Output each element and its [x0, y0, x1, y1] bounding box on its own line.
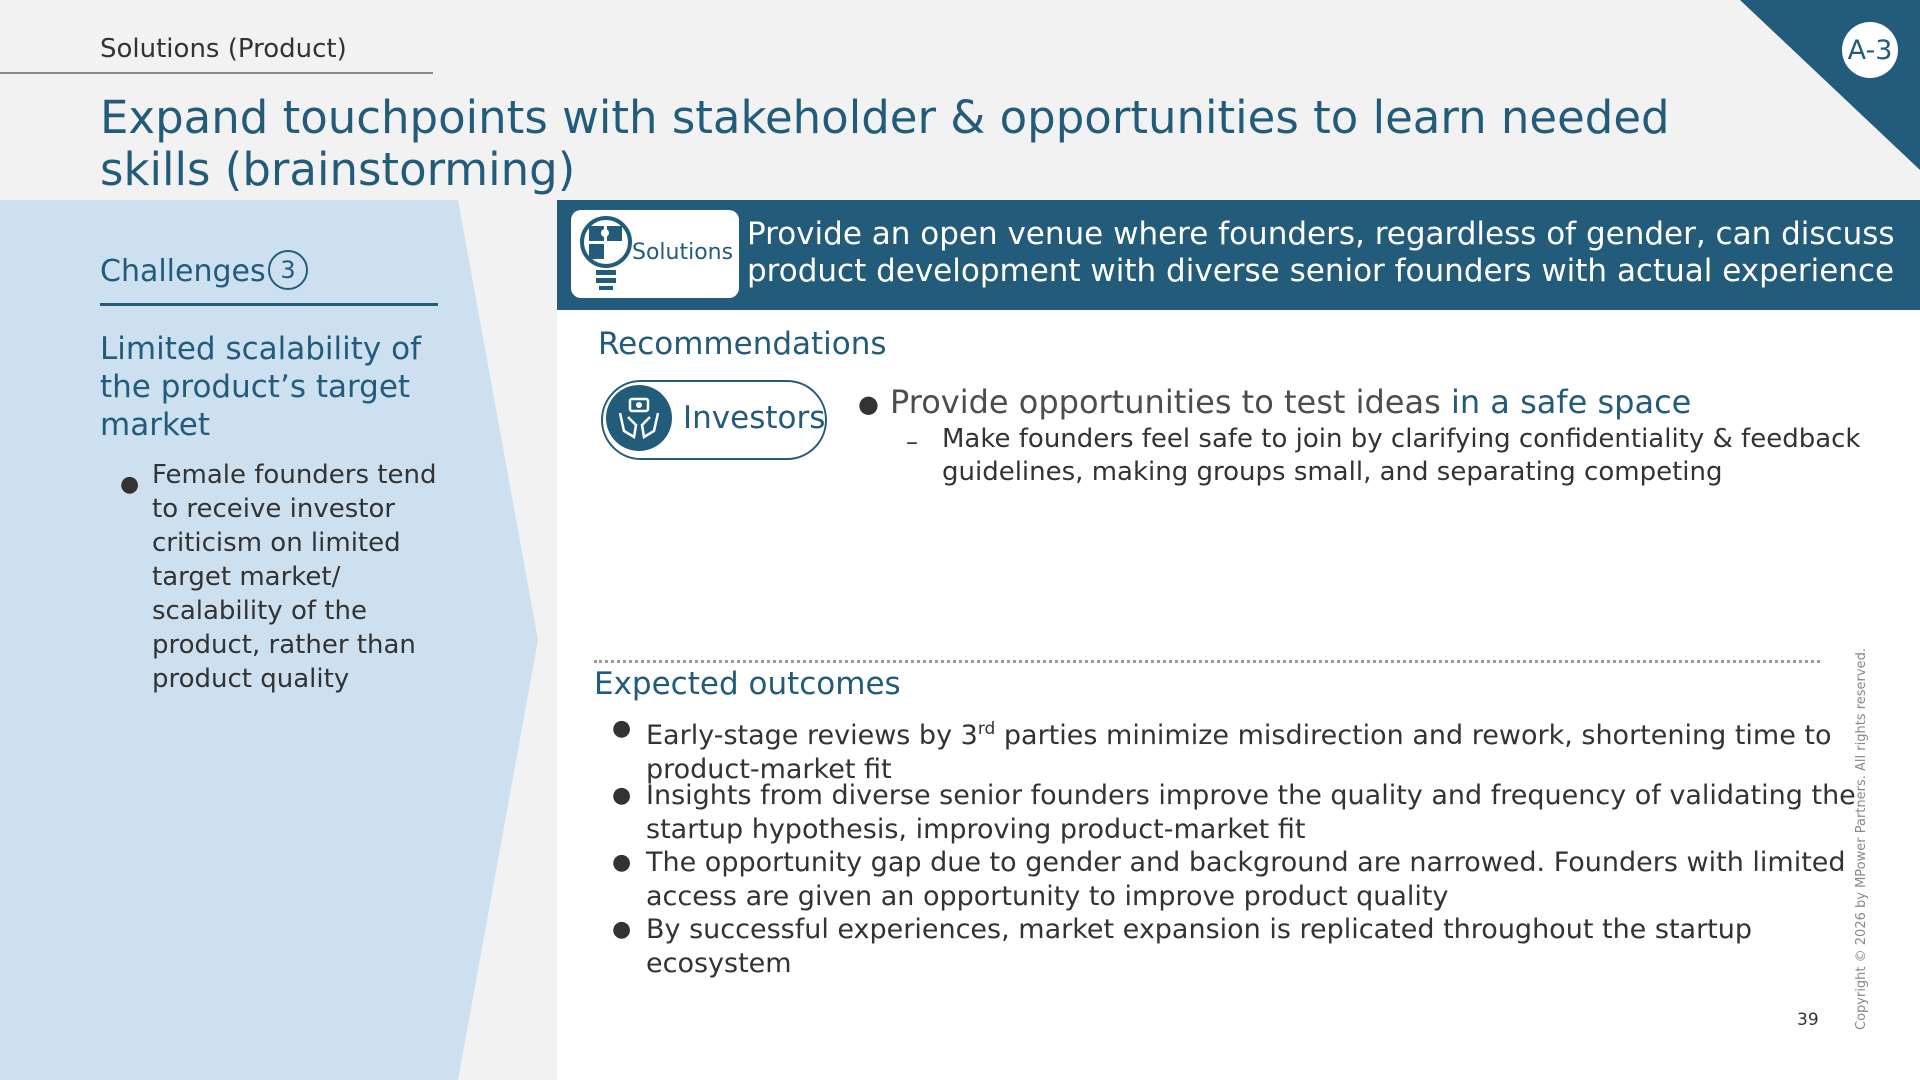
bullet-icon: ● [612, 917, 632, 942]
challenge-bullet: Female founders tend to receive investor criticism on limited target market/ scalability of the product, rather than product quality [152, 460, 437, 694]
bullet-icon: ● [612, 850, 632, 875]
recommendation-bullet [890, 383, 1691, 421]
slide-badge: A-3 [1842, 22, 1898, 78]
outcome-text-cont: parties minimize misdirection and rework, shortening time to product-market fit [646, 720, 1832, 785]
corner-triangle [1740, 0, 1920, 170]
outcome-item [612, 846, 1902, 914]
section-divider [594, 660, 1820, 663]
outcome-item [612, 913, 1902, 981]
page-title: Expand touchpoints with stakeholder & opportunities to learn needed skills (brainstorming) [100, 91, 1670, 196]
sub-bullet-dash: – [906, 428, 918, 456]
outcome-item [612, 779, 1902, 847]
investors-label: Investors [683, 400, 826, 436]
recommendations-title: Recommendations [598, 326, 887, 362]
solution-text: Provide an open venue where founders, regardless of gender, can discuss product development with diverse senior founders with actual experience [747, 216, 1895, 289]
lightbulb-puzzle-icon [577, 214, 635, 294]
copyright-text: Copyright © 2026 by MPower Partners. All rights reserved. [1854, 648, 1869, 1030]
outcome-superscript: rd [977, 719, 996, 739]
recommendation-highlight: in a safe space [1450, 383, 1692, 421]
outcome-text: Early-stage reviews by 3 [646, 720, 978, 751]
challenges-rule [100, 303, 438, 306]
bullet-icon: ● [612, 716, 632, 741]
challenge-number: 3 [268, 250, 308, 290]
outcomes-title: Expected outcomes [594, 666, 901, 702]
outcome-text: By successful experiences, market expansion is replicated throughout the startup ecosystem [646, 914, 1753, 979]
outcome-text: Insights from diverse senior founders improve the quality and frequency of validating the startup hypothesis, improving product-market fit [646, 780, 1856, 845]
outcome-item [612, 712, 1902, 787]
recommendation-sub-bullet: Make founders feel safe to join by clarifying confidentiality & feedback guidelines, making groups small, and separating competing [942, 424, 1861, 487]
hands-money-icon [614, 393, 664, 443]
challenges-title: Challenges [100, 254, 266, 289]
recommendation-text: Provide opportunities to test ideas [890, 383, 1451, 421]
section-rule [0, 72, 433, 74]
bullet-icon: ● [858, 390, 879, 418]
bullet-icon: ● [120, 472, 140, 497]
solution-chip-label: Solutions [632, 240, 734, 265]
page-number: 39 [1797, 1010, 1819, 1030]
outcome-text: The opportunity gap due to gender and background are narrowed. Founders with limited access are given an opportunity to improve product quality [646, 847, 1846, 912]
section-label: Solutions (Product) [100, 34, 347, 64]
bullet-icon: ● [612, 783, 632, 808]
challenge-heading: Limited scalability of the product’s target market [100, 331, 422, 443]
